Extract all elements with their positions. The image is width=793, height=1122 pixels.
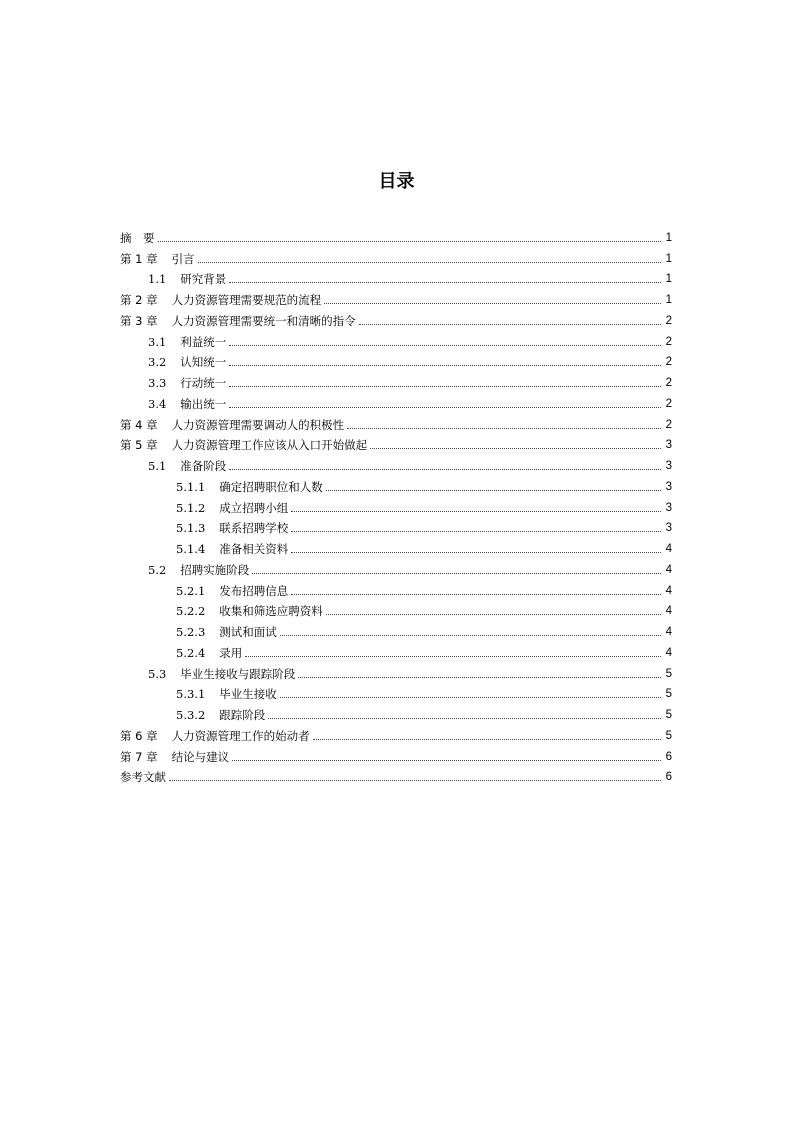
toc-entry-section-5-3-1[interactable] (120, 681, 672, 702)
toc-page-number: 4 (665, 563, 672, 576)
toc-entry-label: 测试和面试 (219, 625, 277, 639)
toc-entry-label: 人力资源管理需要调动人的积极性 (171, 417, 345, 432)
toc-entry-number: 1.1 (148, 272, 167, 287)
toc-page-number: 1 (665, 231, 672, 244)
toc-entry-label: 研究背景 (180, 272, 227, 287)
toc-page-number: 6 (665, 750, 672, 763)
dot-leader (229, 469, 661, 470)
toc-page-number: 3 (665, 522, 672, 535)
toc-page-number: 2 (665, 418, 672, 431)
toc-page-number: 4 (665, 543, 672, 555)
toc-entry-section-5-2[interactable] (120, 556, 672, 577)
toc-entry-section-5-2-3[interactable] (120, 618, 672, 639)
toc-entry-label: 录用 (219, 645, 243, 660)
toc-entry-number: 5.1.3 (176, 521, 206, 536)
toc-entry-label: 引言 (171, 251, 195, 266)
dot-leader (359, 324, 661, 325)
toc-entry-number: 5.1.2 (176, 500, 206, 515)
toc-entry-number: 5.2.1 (176, 583, 206, 598)
toc-entry-number: 5.3.2 (176, 708, 206, 722)
dot-leader (229, 345, 661, 346)
dot-leader (158, 241, 662, 242)
toc-page-number: 3 (665, 501, 672, 514)
toc-entry-label: 输出统一 (180, 396, 227, 411)
toc-entry-label: 毕业生接收与跟踪阶段 (180, 666, 296, 681)
toc-entry-number: 第 6 章 (120, 728, 158, 743)
dot-leader (229, 407, 661, 408)
toc-entry-chapter-1[interactable] (120, 245, 672, 266)
dot-leader (169, 780, 661, 781)
toc-entry-label: 发布招聘信息 (219, 583, 289, 598)
dot-leader (326, 614, 661, 615)
toc-entry-section-5-1-3[interactable] (120, 515, 672, 536)
toc-entry-label: 跟踪阶段 (219, 708, 266, 722)
toc-page-number: 5 (665, 688, 672, 701)
toc-entry-number: 第 1 章 (120, 251, 158, 266)
toc-entry-number: 第 5 章 (120, 438, 158, 453)
toc-entry-chapter-4[interactable] (120, 411, 672, 432)
toc-entry-section-5-1-4[interactable] (120, 535, 672, 556)
toc-entry-number: 5.1 (148, 459, 167, 473)
dot-leader (245, 656, 661, 657)
toc-entry-number: 3.1 (148, 334, 167, 349)
toc-entry-chapter-6[interactable] (120, 722, 672, 743)
toc-entry-label: 毕业生接收 (219, 687, 277, 702)
toc-page-number: 1 (665, 273, 672, 286)
toc-entry-label: 联系招聘学校 (219, 521, 289, 536)
dot-leader (268, 718, 661, 719)
toc-entry-number: 3.2 (148, 355, 167, 370)
toc-entry-label: 准备阶段 (180, 459, 227, 473)
dot-leader (252, 573, 661, 574)
toc-entry-number: 3.3 (148, 376, 167, 390)
toc-entry-section-1-1[interactable] (120, 266, 672, 287)
dot-leader (313, 739, 661, 740)
dot-leader (347, 428, 661, 429)
toc-entry-section-5-1[interactable] (120, 452, 672, 473)
dot-leader (291, 552, 661, 553)
toc-entry-label: 确定招聘职位和人数 (219, 479, 323, 494)
toc-entry-section-5-1-2[interactable] (120, 494, 672, 515)
toc-page-number: 1 (665, 252, 672, 265)
toc-entry-number: 第 2 章 (120, 293, 158, 307)
dot-leader (324, 303, 661, 304)
toc-page-number: 6 (665, 771, 672, 784)
toc-entry-label: 成立招聘小组 (219, 500, 289, 515)
dot-leader (291, 511, 661, 512)
toc-entry-label: 行动统一 (180, 376, 227, 390)
toc-entry-label: 参考文献 (120, 770, 166, 785)
toc-entry-label: 摘 要 (120, 230, 155, 245)
toc-entry-abstract[interactable] (120, 224, 672, 245)
dot-leader (229, 386, 661, 387)
toc-entry-section-3-4[interactable] (120, 390, 672, 411)
toc-page-number: 3 (665, 480, 672, 493)
dot-leader (229, 365, 661, 366)
toc-entry-references[interactable] (120, 764, 672, 785)
toc-entry-number: 5.2.4 (176, 645, 206, 660)
toc-entry-section-5-3[interactable] (120, 660, 672, 681)
toc-page-number: 4 (665, 605, 672, 618)
toc-page-number: 3 (665, 439, 672, 452)
toc-entry-number: 第 7 章 (120, 749, 158, 764)
toc-entry-section-5-2-2[interactable] (120, 598, 672, 619)
page-title: 目录 (378, 171, 415, 192)
dot-leader (229, 282, 661, 283)
toc-entry-chapter-5[interactable] (120, 432, 672, 453)
table-of-contents (120, 224, 672, 784)
dot-leader (280, 697, 661, 698)
toc-entry-section-3-3[interactable] (120, 369, 672, 390)
toc-entry-label: 人力资源管理工作的始动者 (171, 728, 310, 743)
toc-entry-number: 5.2.3 (176, 625, 206, 639)
dot-leader (198, 262, 661, 263)
toc-entry-section-5-2-1[interactable] (120, 577, 672, 598)
toc-entry-number: 5.3 (148, 666, 167, 681)
toc-entry-number: 5.1.4 (176, 542, 206, 556)
toc-entry-chapter-3[interactable] (120, 307, 672, 328)
toc-entry-label: 利益统一 (180, 334, 227, 349)
toc-entry-section-5-1-1[interactable] (120, 473, 672, 494)
toc-entry-label: 结论与建议 (171, 749, 230, 764)
toc-entry-section-5-3-2[interactable] (120, 701, 672, 722)
toc-entry-number: 5.2 (148, 562, 167, 577)
toc-entry-label: 收集和筛选应聘资料 (219, 604, 323, 619)
toc-entry-section-3-1[interactable] (120, 328, 672, 349)
toc-entry-number: 5.3.1 (176, 687, 206, 702)
dot-leader (232, 760, 661, 761)
toc-entry-section-3-2[interactable] (120, 349, 672, 370)
toc-page-number: 2 (665, 356, 672, 369)
dot-leader (291, 594, 661, 595)
toc-entry-section-5-2-4[interactable] (120, 639, 672, 660)
toc-entry-label: 认知统一 (180, 355, 227, 370)
toc-entry-label: 准备相关资料 (219, 542, 289, 556)
toc-page-number: 4 (665, 626, 672, 638)
dot-leader (291, 531, 661, 532)
toc-entry-label: 人力资源管理需要规范的流程 (171, 293, 322, 307)
toc-page-number: 2 (665, 397, 672, 410)
toc-entry-number: 第 3 章 (120, 313, 158, 328)
dot-leader (298, 677, 661, 678)
toc-entry-chapter-7[interactable] (120, 743, 672, 764)
toc-page-number: 5 (665, 709, 672, 721)
toc-entry-number: 5.1.1 (176, 479, 206, 494)
dot-leader (280, 635, 661, 636)
toc-entry-chapter-2[interactable] (120, 286, 672, 307)
toc-page-number: 2 (665, 377, 672, 389)
toc-entry-number: 3.4 (148, 396, 167, 411)
toc-page-number: 1 (665, 294, 672, 306)
toc-page-number: 5 (665, 667, 672, 680)
toc-page-number: 4 (665, 584, 672, 597)
toc-entry-number: 第 4 章 (120, 417, 158, 432)
toc-page-number: 2 (665, 335, 672, 348)
toc-entry-label: 人力资源管理需要统一和清晰的指令 (171, 313, 356, 328)
toc-page-number: 2 (665, 314, 672, 327)
toc-page-number: 4 (665, 646, 672, 659)
dot-leader (370, 448, 661, 449)
toc-page-number: 3 (665, 460, 672, 472)
toc-entry-label: 招聘实施阶段 (180, 562, 250, 577)
dot-leader (326, 490, 661, 491)
toc-entry-number: 5.2.2 (176, 604, 206, 619)
toc-page-number: 5 (665, 729, 672, 742)
toc-entry-label: 人力资源管理工作应该从入口开始做起 (171, 438, 368, 453)
